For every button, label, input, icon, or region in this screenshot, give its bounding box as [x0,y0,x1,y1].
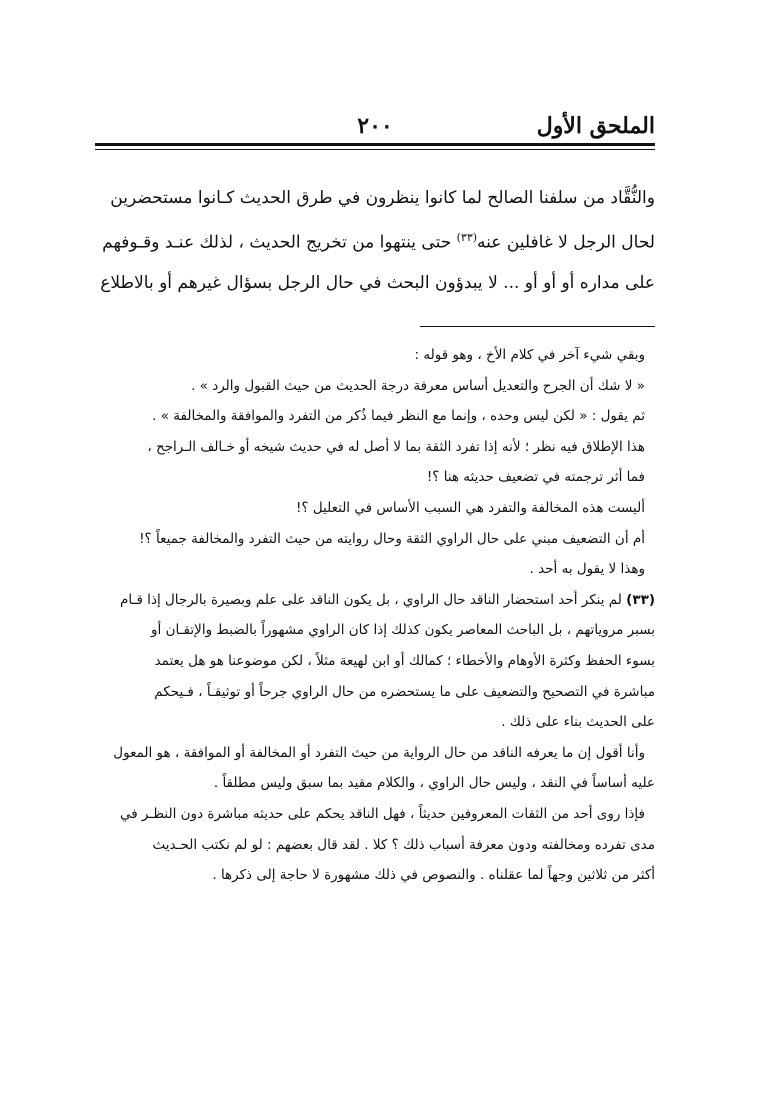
footnote-line: هذا الإطلاق فيه نظر ؛ لأنه إذا تفرد الثقة بما لا أصل له في حديث شيخه أو خـالف الـراجح ، [147,438,645,455]
header-rule-thick [95,143,655,146]
main-line [95,218,655,263]
footnote-line: أم أن التضعيف مبني على حال الراوي الثقة وحال روايته من حيث التفرد والمخالفة جميعاً ؟! [139,530,645,547]
page-header [95,112,655,146]
footnote-line: فما أثر ترجمته في تضعيف حديثه هنا ؟! [426,469,645,486]
running-title: الملحق الأول [536,113,655,139]
footnote-line: وهذا لا يقول به أحد . [529,561,645,578]
footnote-reference: (٣٣) [456,231,478,244]
footnote-33-line: وأنا أقول إن ما يعرفه الناقد من حال الرواية من حيث التفرد أو المخالفة أو الموافقة ، هو المعول [113,744,645,761]
footnote-33-line: مدى تفرده ومخالفته ودون معرفة أسباب ذلك ؟ كلا . لقد قال بعضهم : لو لم نكتب الحـديث [152,836,655,853]
footnote-33-line: بسوء الحفظ وكثرة الأوهام والأخطاء ؛ كمالك أو ابن لهيعة مثلاً ، لكن موضوعنا هو هل يعتمد [154,652,655,669]
footnote-33-line [95,585,655,616]
footnote-line: وبقي شيء آخر في كلام الأخ ، وهو قوله : [414,347,645,363]
footnote-33-line: مباشرة في التصحيح والتضعيف على ما يستحضره من حال الراوي جرحاً أو توثيقـاً ، فـيحكم [154,683,655,700]
footnote-separator [420,326,655,327]
footnote-33-line: فإذا روى أحد من الثقات المعروفين حديثاً ، فهل الناقد يحكم على حديثه مباشرة دون النظـر في [119,805,645,822]
main-line-part: لحال الرجل لا غافلين عنه [477,232,655,253]
main-text [95,178,655,303]
footnote-33-line: عليه أساساً في النقد ، وليس حال الراوي ، والكلام مقيد بما سبق وليس مطلقاً . [213,775,655,792]
footnote-33-label: (٣٣) [626,591,655,608]
footnote-33-line: على الحديث بناء على ذلك . [501,714,655,731]
header-rule-thin [95,149,655,150]
footnote-line: ثم يقول : « لكن ليس وحده ، وإنما مع النظر فيما ذُكر من التفرد والموافقة والمخالفة » . [152,408,645,425]
footnote-line: « لا شك أن الجرح والتعديل أساس معرفة درجة الحديث من حيث القبول والرد » . [191,377,645,394]
footnote-33-text: لم ينكر أحد استحضار الناقد حال الراوي ، بل يكون الناقد على علم وبصيرة بالرجال إذا قـام [120,591,627,608]
page-number: ٢٠٠ [357,113,393,139]
main-line-part: حتى ينتهوا من تخريج الحديث ، لذلك عنـد وقـوفهم [102,232,457,253]
footnote-33-line: أكثر من ثلاثين وجهاً لما عقلناه . والنصوص في ذلك مشهورة لا حاجة إلى ذكرها . [212,867,655,884]
footnote-33-line: بسبر مروياتهم ، بل الباحث المعاصر يكون كذلك إذا كان الراوي مشهوراً بالضبط والإتقـان أو [151,622,655,639]
footnote-line: أليست هذه المخالفة والتفرد هي السبب الأساس في التعليل ؟! [295,499,645,516]
footnotes [95,340,655,891]
main-line: والنُّقَّاد من سلفنا الصالح لما كانوا ينظرون في طرق الحديث كـانوا مستحضرين [110,188,655,208]
main-line: على مداره أو أو أو ... لا يبدؤون البحث في حال الرجل بسؤال غيرهم أو بالاطلاع [100,272,655,293]
